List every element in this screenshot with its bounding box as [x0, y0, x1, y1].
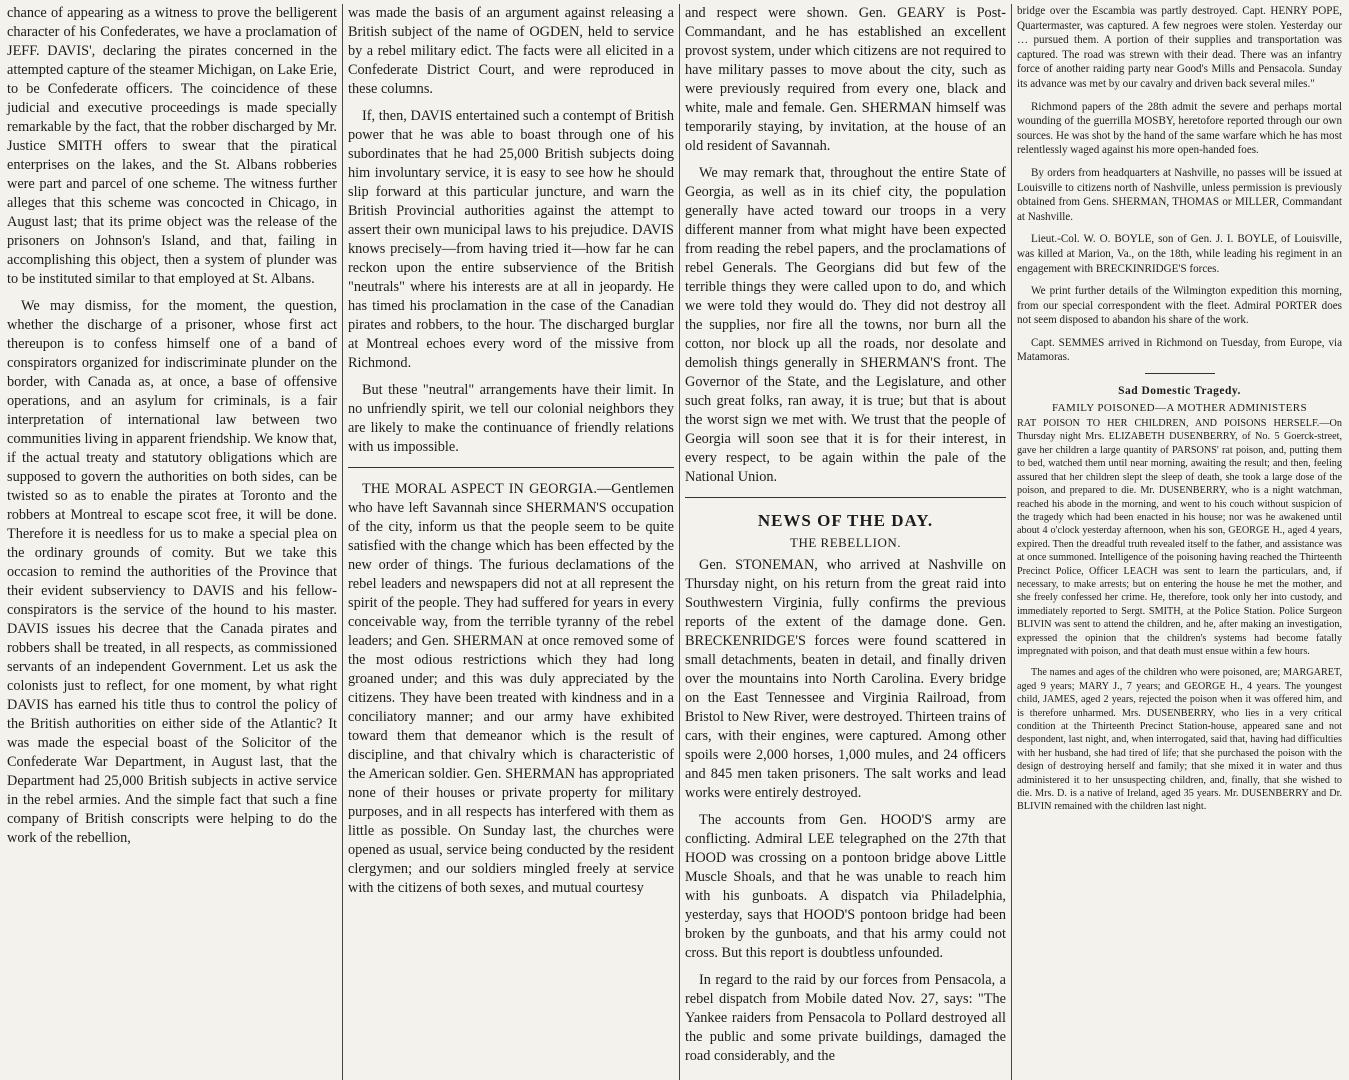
- article-paragraph: We may dismiss, for the moment, the question, whether the discharge of a prisoner, whose first act thereupon is to confess himself one of a band of conspirators organized for indiscriminate plunder on the border, with Canada as, at once, a base of offensive operations, and an asylum for criminals, is a fair interpretation of international law between two communities living in apparent friendship. We know that, if the actual treaty and statutory obligations which are supposed to govern the authorities on both sides, can be twisted so as to enable the pirates at Toronto and the robbers at Montreal to escape scot free, it will be done. Therefore it is needless for us to make a special plea on the ordinary grounds of comity. But we take this occasion to remind the authorities of the Province that their evident subserviency to DAVIS and his fellow-conspirators is the service of the hound to his master. DAVIS issues his decree that the Canada pirates and robbers shall be treated, in all respects, as commissioned servants of an independent Government. Let us ask the colonists just to reflect, for one moment, by what right DAVIS has earned his title thus to control the policy of the British authorities on either side of the Atlantic? It was made the especial boast of the Solicitor of the Confederate War Department, in August last, that the Department had 25,000 British subjects in active service in the rebel armies. And the simple fact that such a fine company of British conscripts were helping to do the work of the rebellion,: [7, 298, 337, 846]
- column-1: [2, 4, 342, 1080]
- section-divider: [685, 497, 1006, 498]
- article-paragraph: bridge over the Escambia was partly destroyed. Capt. HENRY POPE, Quartermaster, was captured. A few negroes were stolen. Yesterday our … pursued them. A portion of their supplies and transportation was captured. The road was strewn with their dead. There was an infantry force of another raiding party near Good's Mills and Pensacola. Sunday its advance was met by our cavalry and driven back several miles.": [1017, 5, 1342, 90]
- article-paragraph: Gen. STONEMAN, who arrived at Nashville on Thursday night, on his return from the great raid into Southwestern Virginia, fully confirms the previous reports of the extent of the damage done. Gen. BRECKENRIDGE'S forces were found scattered in small detachments, beaten in detail, and finally driven over the mountains into North Carolina. Every bridge on the East Tennessee and Virginia Railroad, from Bristol to New River, were destroyed. Thirteen trains of cars, with their engines, were captured. Among other spoils were 2,000 horses, 1,000 mules, and 24 officers and 845 men taken prisoners. The salt works and lead works were entirely destroyed.: [685, 557, 1006, 801]
- column-divider: [348, 467, 674, 468]
- article-paragraph: Lieut.-Col. W. O. BOYLE, son of Gen. J. I. BOYLE, of Louisville, was killed at Marion, Va., on the 18th, while leading his regiment in an engagement with BRECKINRIDGE'S forces.: [1017, 233, 1342, 275]
- article-paragraph: We print further details of the Wilmington expedition this morning, from our special correspondent with the fleet. Admiral PORTER does not seem disposed to abandon his share of the work.: [1017, 285, 1342, 327]
- article-paragraph: chance of appearing as a witness to prove the belligerent character of his Confederates, we have a proclamation of JEFF. DAVIS', declaring the pirates concerned in the attempted capture of the steamer Michigan, on Lake Erie, to be Confederate officers. The coincidence of these judicial and executive proceedings is made specially remarkable by the fact, that the robber discharged by Mr. Justice SMITH offers to swear that the piratical enterprises on the lakes, and the St. Albans robberies were part and parcel of one scheme. The witness further alleges that this scheme was concocted in Chicago, in August last; that its prime object was the release of the prisoners on Johnson's Island, and that, failing in accomplishing this object, then a system of plunder was to be instituted similar to that employed at St. Albans.: [7, 5, 337, 287]
- article-paragraph: The accounts from Gen. HOOD'S army are conflicting. Admiral LEE telegraphed on the 27th that HOOD was crossing on a pontoon bridge above Little Muscle Shoals, and that he was unable to reach him with his gunboats. A dispatch via Philadelphia, yesterday, says that HOOD'S pontoon bridge had been broken by the gunboats, and that his army could not cross. But this report is doubtless unfounded.: [685, 812, 1006, 961]
- column-2: [342, 4, 679, 1080]
- article-paragraph: In regard to the raid by our forces from Pensacola, a rebel dispatch from Mobile dated Nov. 27, says: "The Yankee raiders from Pensacola to Pollard destroyed all the public and some private buildings, damaged the road considerably, and the: [685, 972, 1006, 1064]
- article-paragraph: We may remark that, throughout the entire State of Georgia, as well as in its chief city, the population generally have acted toward our troops in a very different manner from what might have been expected from reading the rebel papers, and the proclamations of rebel Generals. The Georgians did but few of the terrible things they were called upon to do, and which we were told they would do. They did not destroy all the supplies, nor fire all the towns, nor burn all the cotton, nor block up all the roads, nor desolate and demolish things generally in SHERMAN'S front. The Governor of the State, and the Legislature, and other such great folks, ran away, it is true; but that is about the worst sign we met with. We trust that the people of Georgia will soon see that it is for their interest, in every respect, to be again within the pale of the National Union.: [685, 165, 1006, 485]
- column-3: [679, 4, 1011, 1080]
- article-paragraph: and respect were shown. Gen. GEARY is Post-Commandant, and he has established an excellent provost system, under which citizens are not required to have military passes to move about the city, such as were previously required from every one, black and white, male and female. Gen. SHERMAN himself was temporarily staying, by invitation, at the house of an old resident of Savannah.: [685, 5, 1006, 154]
- article-paragraph: Richmond papers of the 28th admit the severe and perhaps mortal wounding of the guerrilla MOSBY, heretofore reported through our own sources. He was shot by the hand of the same warfare which he has most relentlessly waged against his more open-handed foes.: [1017, 100, 1342, 157]
- article-paragraph: If, then, DAVIS entertained such a contempt of British power that he was able to boast through one of his subordinates that he had 25,000 British subjects doing him involuntary service, it is easy to see how he should slip forward at this particular juncture, and warn the British Provincial authorities against the attempt to assert their own municipal laws to his prejudice. DAVIS knows precisely—from having tried it—how far he can reckon upon the entire subservience of the British "neutrals" where his interests are at all in jeopardy. He has timed his proclamation in the case of the Canadian pirates and robbers, to the hour. The discharged burglar at Montreal echoes every word of the missive from Richmond.: [348, 108, 674, 371]
- section-heading: NEWS OF THE DAY.: [757, 511, 934, 530]
- article-paragraph: But these "neutral" arrangements have their limit. In no unfriendly spirit, we tell our colonial neighbors they are likely to make the continuance of friendly relations with us impossible.: [348, 382, 674, 455]
- section-subheading: THE REBELLION.: [790, 535, 901, 550]
- article-paragraph: By orders from headquarters at Nashville, no passes will be issued at Louisville to citizens north of Nashville, unless permission is previously obtained from Gens. SHERMAN, THOMAS or MILLER, Commandant at Nashville.: [1017, 166, 1342, 223]
- column-4: [1011, 4, 1347, 1080]
- article-paragraph: was made the basis of an argument against releasing a British subject of the name of OGDEN, held to service by a rebel military edict. The facts were all elicited in a Confederate District Court, and were reproduced in these columns.: [348, 5, 674, 97]
- article-divider: [1145, 373, 1215, 374]
- article-paragraph: THE MORAL ASPECT IN GEORGIA.—Gentlemen who have left Savannah since SHERMAN'S occupation of the city, inform us that the people seem to be quite satisfied with the change which has been effected by the new order of things. The furious declamations of the rebel leaders and newspapers did not at all represent the spirit of the people. They had suffered for years in every conceivable way, from the terrible tyranny of the rebel leaders; and Gen. SHERMAN at once removed some of the most odious restrictions which they had long groaned under; and this was duly appreciated by the citizens. They have been treated with kindness and in a conciliatory manner; and our army have exhibited toward them that demeanor which is the result of discipline, and that chivalry which is characteristic of the American soldier. Gen. SHERMAN has appropriated none of their houses or private property for military purposes, and in all respects has interfered with them as little as possible. On Sunday last, the churches were opened as usual, service being conducted by the resident clergymen; and our soldiers mingled freely at service with the citizens of both sexes, and mutual courtesy: [348, 481, 674, 896]
- article-headline: Sad Domestic Tragedy.: [1118, 385, 1241, 398]
- article-paragraph: RAT POISON TO HER CHILDREN, AND POISONS HERSELF.—On Thursday night Mrs. ELIZABETH DUSENBERRY, of No. 5 Goerck-street, gave her children a large quantity of PARSONS' rat poison, and, putting them to bed, watched them until near morning, awaiting the result; and then, feeling assured that her children slept the sleep of death, she took a large dose of the poison, and prepared to die. Mr. DUSENBERRY, who is a night watchman, reached his abode in the morning, and went to his couch without suspicion of the tragedy which had been enacted in his house; nor was he awakened until about 4 o'clock yesterday afternoon, when his son, GEORGE H., aged 4 years, expired. Then the dreadful truth revealed itself to the father, and assistance was at once summoned. Intelligence of the poisoning having reached the Thirteenth Precinct Police, Officer LEACH was sent to learn the particulars, and, if necessary, to make arrests; but on entering the house he met the mother, and she freely confessed her crime. He, therefore, took only her into custody, and immediately reported to Sergt. SMITH, at the Police Station. Police Surgeon BLIVIN was sent to attend the children, and he, after making an investigation, expressed the opinion that the children's systems had become fatally impregnated with poison, and that death must ensue within a few hours.: [1017, 418, 1342, 657]
- article-subheadline: FAMILY POISONED—A MOTHER ADMINISTERS: [1051, 402, 1307, 415]
- article-paragraph: Capt. SEMMES arrived in Richmond on Tuesday, from Europe, via Matamoras.: [1017, 336, 1342, 364]
- article-paragraph: The names and ages of the children who were poisoned, are; MARGARET, aged 9 years; MARY J., 7 years; and GEORGE H., 4 years. The youngest child, JAMES, aged 2 years, rejected the poison when it was offered him, and is therefore unharmed. Mrs. DUSENBERRY, who lies in a very critical condition at the Thirteenth Precinct Station-house, appeared sane and not despondent, last night, and, when interrogated, said that, having had difficulties with her husband, she had tired of life; that she purchased the poison with the design of destroying herself and family; that she mixed it in water and thus administered it to her unsuspecting children, and, finally, that she wished to die. Mrs. D. is a native of Ireland, aged 35 years. Mr. DUSENBERRY and Dr. BLIVIN remained with the children last night.: [1017, 667, 1342, 813]
